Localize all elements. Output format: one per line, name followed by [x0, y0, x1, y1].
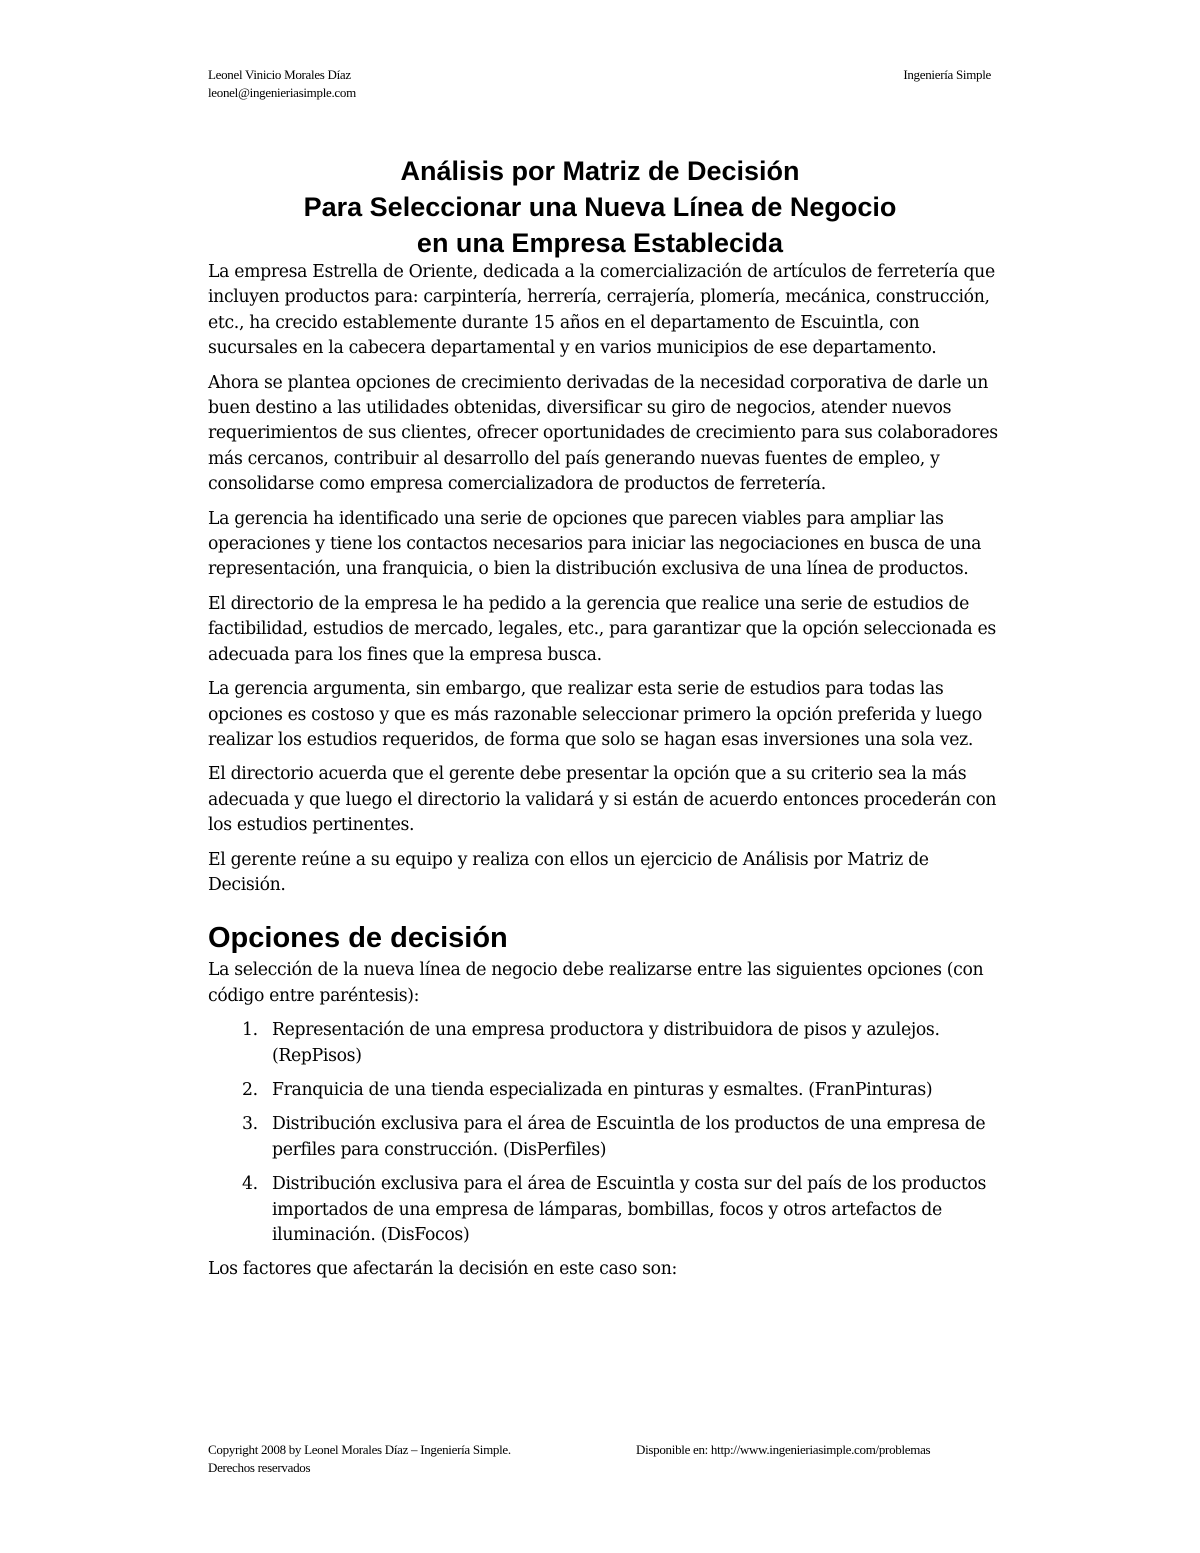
factors-intro: Los factores que afectarán la decisión en este caso son: [208, 1259, 677, 1280]
rights-line: Derechos reservados [208, 1460, 311, 1475]
page-footer-copyright [208, 1441, 511, 1477]
intro-paragraph: Ahora se plantea opciones de crecimiento derivadas de la necesidad corporativa de darle un buen destino a las utilidades obtenidas, diversificar su giro de negocios, atender nuevos requerimientos de sus clientes, ofrecer oportunidades de crecimiento para sus colaboradores más cercanos, contribuir al desarrollo del país generando nuevas fuentes de empleo, y consolidarse como empresa comercializadora de productos de ferretería. [208, 372, 998, 495]
option-text: Franquicia de una tienda especializada en pinturas y esmaltes. (FranPinturas) [272, 1079, 933, 1100]
title-line-1: Análisis por Matriz de Decisión [400, 156, 800, 186]
option-number: 1. [242, 1020, 258, 1041]
option-text: Representación de una empresa productora y distribuidora de pisos y azulejos. (RepPisos) [272, 1020, 940, 1066]
option-item [208, 1078, 998, 1103]
intro-paragraph: El gerente reúne a su equipo y realiza con ellos un ejercicio de Análisis por Matriz de Decisión. [208, 849, 929, 895]
options-list [208, 1018, 998, 1248]
page-header-brand [903, 66, 991, 84]
option-number: 3. [242, 1114, 258, 1135]
page-header-author [208, 66, 356, 102]
section-heading-options: Opciones de decisión [208, 922, 508, 955]
option-text: Distribución exclusiva para el área de Escuintla de los productos de una empresa de perfiles para construcción. (DisPerfiles) [272, 1114, 986, 1160]
author-name: Leonel Vinicio Morales Díaz [208, 67, 351, 82]
document-body [208, 260, 998, 1292]
copyright-line: Copyright 2008 by Leonel Morales Díaz – Ingeniería Simple. [208, 1442, 511, 1457]
title-line-2: Para Seleccionar una Nueva Línea de Negocio [303, 192, 897, 222]
options-intro: La selección de la nueva línea de negocio debe realizarse entre las siguientes opciones (con código entre paréntesis): [208, 960, 984, 1006]
availability-link: Disponible en: http://www.ingenieriasimple.com/problemas [636, 1442, 931, 1457]
page-footer-availability [636, 1441, 930, 1459]
intro-paragraph: El directorio de la empresa le ha pedido a la gerencia que realice una serie de estudios de factibilidad, estudios de mercado, legales, etc., para garantizar que la opción seleccionada es adecuada para los fines que la empresa busca. [208, 593, 996, 665]
brand-name: Ingeniería Simple [903, 67, 991, 82]
author-email: leonel@ingenieriasimple.com [208, 85, 356, 100]
option-item [208, 1112, 998, 1163]
option-item [208, 1018, 998, 1069]
document-title [208, 153, 992, 261]
option-item [208, 1172, 998, 1248]
intro-paragraph: La gerencia ha identificado una serie de opciones que parecen viables para ampliar las operaciones y tiene los contactos necesarios para iniciar las negociaciones en busca de una representación, una franquicia, o bien la distribución exclusiva de una línea de productos. [208, 508, 982, 580]
option-text: Distribución exclusiva para el área de Escuintla y costa sur del país de los productos importados de una empresa de lámparas, bombillas, focos y otros artefactos de iluminación. (DisFocos) [272, 1174, 986, 1245]
option-number: 4. [242, 1174, 258, 1195]
intro-paragraph: La empresa Estrella de Oriente, dedicada a la comercialización de artículos de ferretería que incluyen productos para: carpintería, herrería, cerrajería, plomería, mecánica, construcción, etc., ha crecido establemente durante 15 años en el departamento de Escuintla, con sucursales en la cabecera departamental y en varios municipios de ese departamento. [208, 262, 995, 359]
option-number: 2. [242, 1079, 258, 1100]
intro-paragraph: La gerencia argumenta, sin embargo, que realizar esta serie de estudios para todas las opciones es costoso y que es más razonable seleccionar primero la opción preferida y luego realizar los estudios requeridos, de forma que solo se hagan esas inversiones una sola vez. [208, 679, 982, 750]
title-line-3: en una Empresa Establecida [416, 228, 784, 258]
intro-paragraph: El directorio acuerda que el gerente debe presentar la opción que a su criterio sea la más adecuada y que luego el directorio la validará y si están de acuerdo entonces procederán con los estudios pertinentes. [208, 764, 997, 836]
